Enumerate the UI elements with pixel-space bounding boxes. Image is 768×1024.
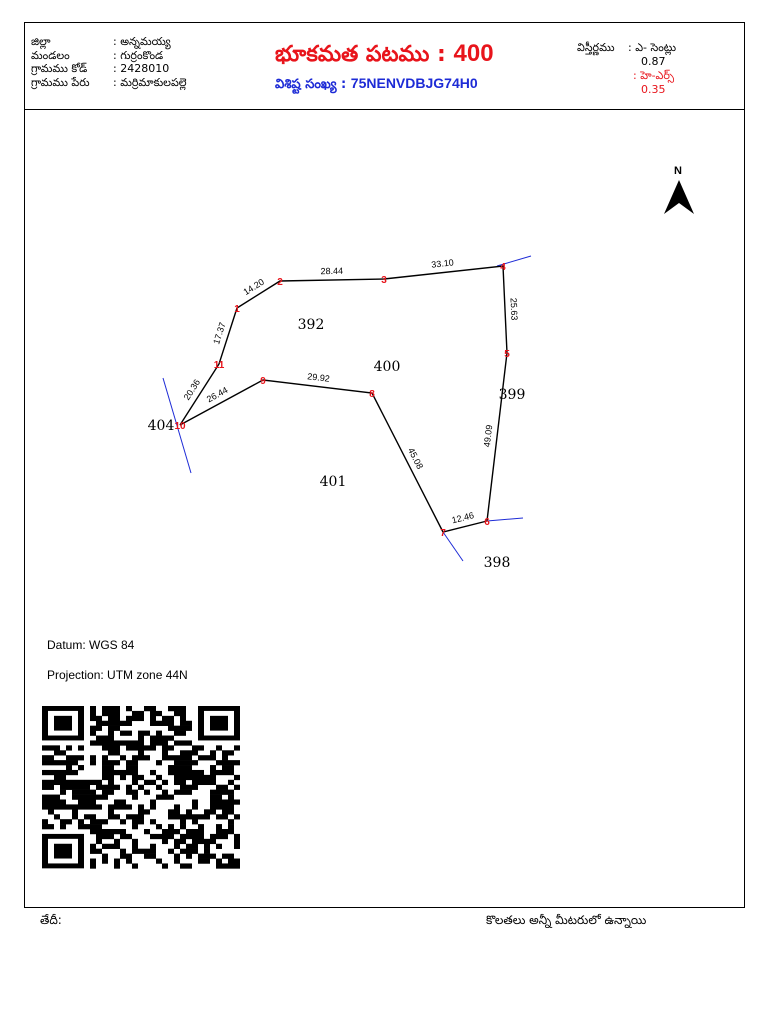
edge-length-label: 29.92 — [306, 371, 331, 384]
title-number: 400 — [453, 40, 494, 67]
info-value: : అన్నమయ్య — [113, 35, 171, 48]
parcel-boundary — [180, 266, 507, 532]
acre-unit: : ఎ- సెంట్లు — [628, 41, 677, 54]
parcel-label: 404 — [147, 418, 175, 434]
info-label: మండలం — [31, 48, 70, 62]
title-text: భూకమత పటము : — [275, 42, 446, 67]
vertex-label: 8 — [369, 389, 375, 400]
units-note: కొలతలు అన్నీ మీటరులో ఉన్నాయి — [486, 913, 647, 927]
edge-length-label: 45.08 — [405, 446, 426, 471]
projection-text: Projection: UTM zone 44N — [47, 668, 188, 682]
parcel-label: 392 — [297, 317, 325, 333]
neighbor-line — [443, 532, 463, 561]
datum-text: Datum: WGS 84 — [47, 638, 135, 652]
info-value: : మర్రిమాకులపల్లె — [113, 75, 187, 89]
unique-id-code: 75NENVDBJG74H0 — [350, 75, 478, 91]
parcel-label: 398 — [483, 555, 511, 571]
vertex-label: 4 — [500, 262, 506, 273]
edge-length-label: 25.63 — [508, 297, 520, 321]
vertex-label: 11 — [213, 360, 225, 371]
edge-length-label: 12.46 — [450, 510, 475, 526]
edge-length-labels — [182, 257, 520, 525]
info-label: గ్రామము పేరు — [31, 75, 90, 89]
north-label: N — [674, 165, 682, 177]
hectare-value: 0.35 — [641, 83, 666, 96]
north-arrow — [664, 165, 694, 214]
vertex-label: 6 — [484, 517, 490, 528]
unique-id-label: విశిష్ట సంఖ్య : — [275, 77, 347, 92]
info-value: : గుర్రంకొండ — [113, 48, 164, 62]
vertex-label: 1 — [234, 304, 240, 315]
parcel-label: 399 — [498, 387, 526, 403]
north-arrow-icon — [664, 180, 694, 214]
edge-length-label: 49.09 — [481, 424, 495, 448]
neighbor-lines — [163, 256, 531, 561]
vertex-label: 3 — [381, 275, 387, 286]
qr-code-icon — [38, 706, 244, 874]
parcel-label: 401 — [319, 474, 347, 490]
parcel-label: 400 — [373, 359, 401, 375]
edge-length-label: 26.44 — [204, 384, 230, 405]
vertex-label: 9 — [260, 376, 266, 387]
parcel-number-labels — [148, 317, 526, 571]
info-value: : 2428010 — [113, 62, 170, 75]
hectare-unit: : హె-ఎర్స్ — [633, 69, 675, 82]
acre-value: 0.87 — [641, 55, 666, 68]
area-label: విస్తీర్ణము — [577, 41, 615, 54]
date-label: తేదీ: — [40, 913, 62, 927]
edge-length-label: 14.20 — [241, 276, 266, 298]
edge-length-label: 33.10 — [430, 257, 455, 270]
vertex-label: 7 — [440, 528, 446, 539]
info-label: గ్రామము కోడ్ — [31, 62, 88, 75]
vertex-label: 2 — [277, 277, 283, 288]
info-label: జిల్లా — [31, 35, 51, 48]
edge-length-label: 17.37 — [211, 320, 228, 346]
vertex-label: 10 — [174, 421, 186, 432]
edge-length-label: 28.44 — [320, 265, 344, 277]
edge-length-label: 20.36 — [181, 377, 203, 402]
neighbor-line — [487, 518, 523, 521]
vertex-label: 5 — [504, 349, 510, 360]
